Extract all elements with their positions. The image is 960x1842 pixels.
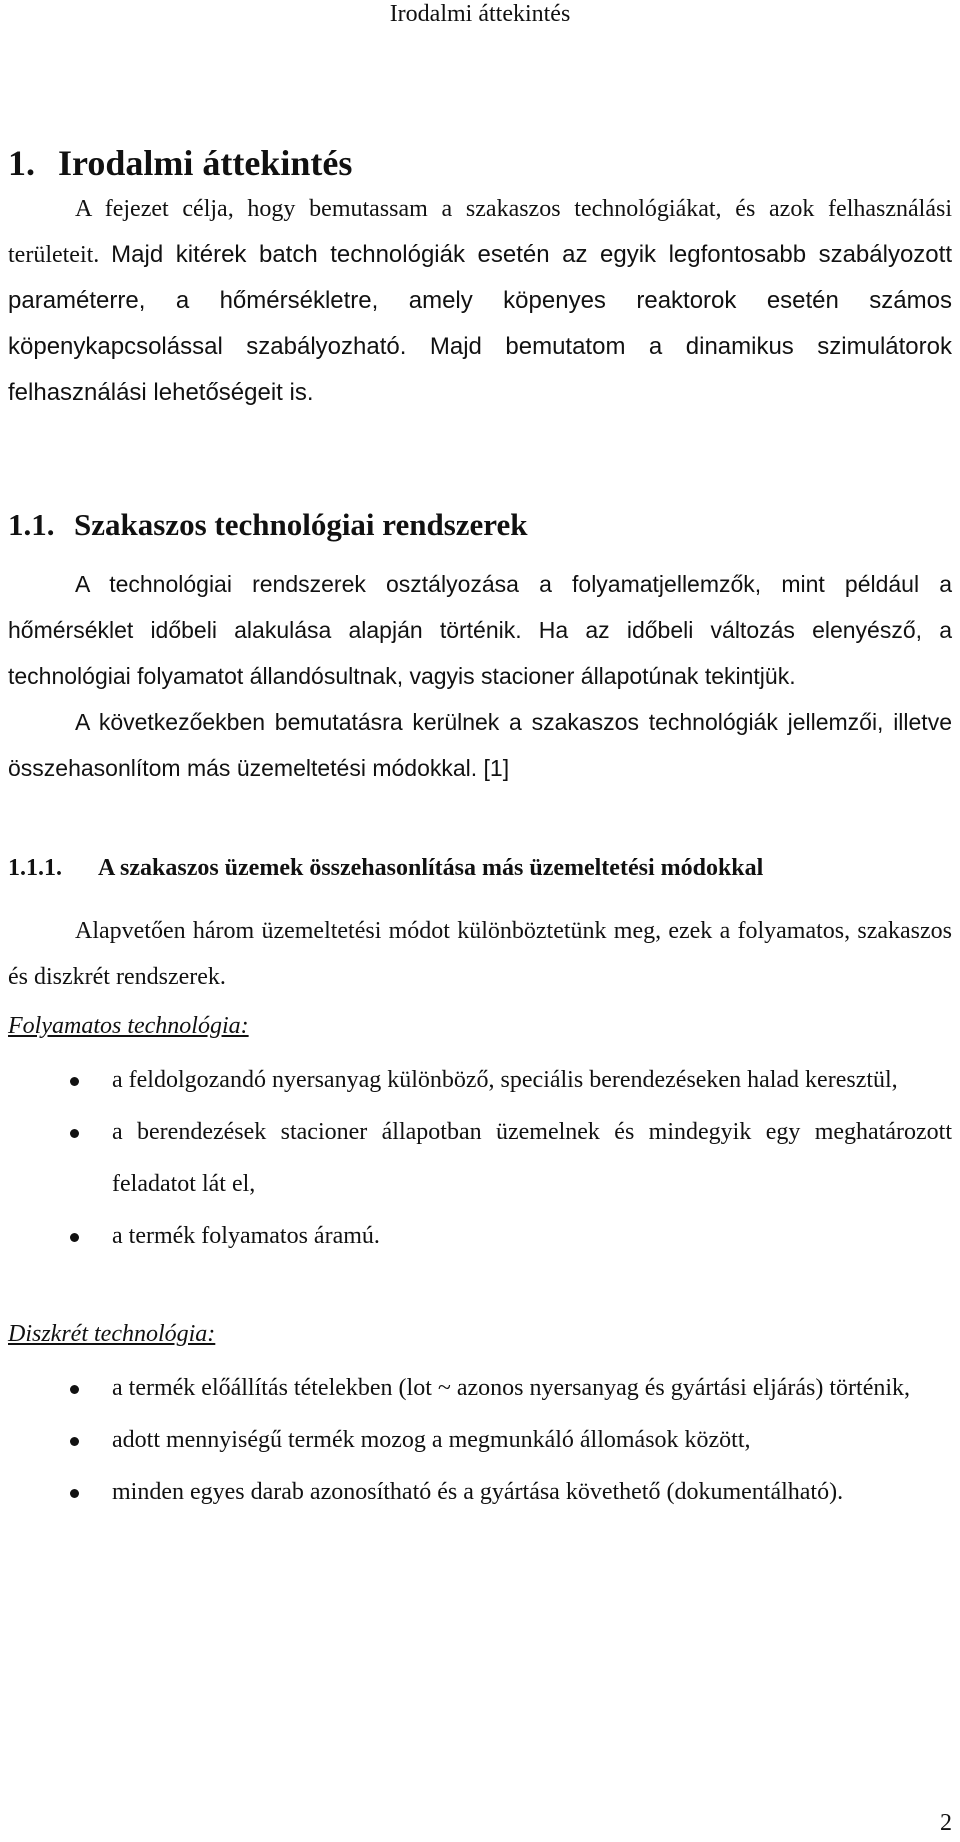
bullet-icon [70, 1077, 79, 1086]
running-header: Irodalmi áttekintés [389, 1, 571, 27]
intro-paragraph [8, 186, 952, 416]
intro-text-1: A fejezet célja, hogy bemutassam a szakaszos technológiákat, és azok felhasználási területeit. [8, 196, 952, 268]
section-heading [8, 505, 528, 545]
list-item-text: a termék előállítás tételekben (lot ~ azonos nyersanyag és gyártási eljárás) történik, [112, 1375, 911, 1401]
list-item-text: adott mennyiségű termék mozog a megmunkáló állomások között, [112, 1427, 751, 1453]
section-paragraph-2: A következőekben bemutatásra kerülnek a szakaszos technológiák jellemzői, illetve összehasonlítom más üzemeltetési módokkal. [1] [8, 709, 952, 781]
list-item-text: a berendezések stacioner állapotban üzemelnek és mindegyik egy meghatározott feladatot lát el, [112, 1119, 952, 1197]
subsection-title: A szakaszos üzemek összehasonlítása más üzemeltetési módokkal [98, 855, 764, 881]
section-paragraph-1: A technológiai rendszerek osztályozása a folyamatjellemzők, mint például a hőmérséklet időbeli alakulása alapján történik. Ha az időbeli változás elenyésző, a technológiai folyamatot állandósultnak, vagyis stacioner állapotúnak tekintjük. [8, 571, 952, 689]
bullet-icon [70, 1233, 79, 1242]
chapter-title: Irodalmi áttekintés [58, 143, 353, 183]
intro-text-2: Majd kitérek batch technológiák esetén az egyik legfontosabb szabályozott paraméterre, a hőmérsékletre, amely köpenyes reaktorok esetén számos köpenykapcsolással szabályozható. [8, 241, 952, 360]
list-item [0, 1362, 952, 1414]
discrete-list [0, 1362, 952, 1518]
list-item-text: a termék folyamatos áramú. [112, 1223, 380, 1249]
list-item [0, 1210, 952, 1262]
list-item-text: minden egyes darab azonosítható és a gyártása követhető (dokumentálható). [112, 1479, 844, 1505]
list-item [0, 1054, 952, 1106]
bullet-icon [70, 1385, 79, 1394]
list-item [0, 1414, 952, 1466]
list-item [0, 1106, 952, 1210]
bullet-icon [70, 1489, 79, 1498]
chapter-heading [8, 140, 352, 186]
subsection-number: 1.1.1. [8, 855, 62, 881]
bullet-icon [70, 1129, 79, 1138]
subsection-heading [8, 852, 763, 884]
bullet-icon [70, 1437, 79, 1446]
section-title: Szakaszos technológiai rendszerek [74, 507, 528, 542]
chapter-number: 1. [8, 143, 35, 183]
page-number: 2 [940, 1810, 952, 1836]
section-number: 1.1. [8, 507, 55, 542]
intro-text-3: Majd bemutatom a dinamikus szimulátorok felhasználási lehetőségeit is. [8, 333, 952, 406]
continuous-list [0, 1054, 952, 1262]
subsection-paragraph: Alapvetően három üzemeltetési módot különböztetünk meg, ezek a folyamatos, szakaszos és diszkrét rendszerek. [8, 918, 952, 990]
list-item [0, 1466, 952, 1518]
continuous-label: Folyamatos technológia: [8, 1013, 249, 1039]
list-item-text: a feldolgozandó nyersanyag különböző, speciális berendezéseken halad keresztül, [112, 1067, 898, 1093]
discrete-label: Diszkrét technológia: [8, 1321, 216, 1347]
